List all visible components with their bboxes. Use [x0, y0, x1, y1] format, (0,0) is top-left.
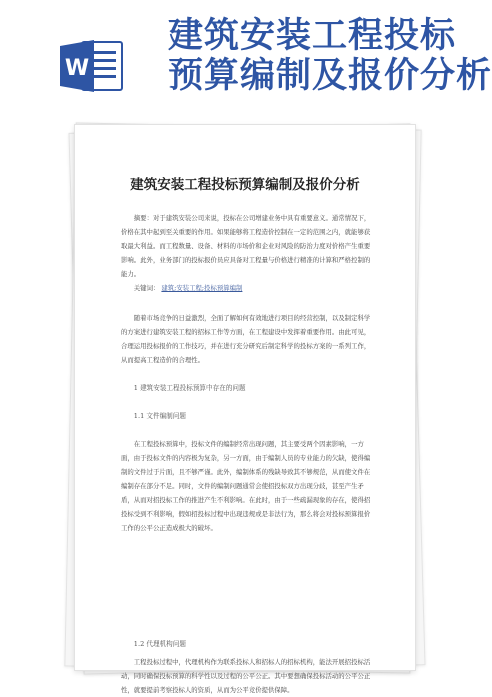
banner-title-line1: 建筑安装工程投标: [168, 16, 457, 56]
document-page: [74, 124, 416, 694]
banner-title: [168, 16, 492, 96]
word-doc-icon: [60, 40, 124, 92]
intro-paragraph: 随着市场竞争的日益激烈，全面了解如何有效地进行项目的经营控制，以及制定科学的方案进行建筑安装工程的招标工作等方面，在工程建设中发挥着重要作用。由此可见，合理运用投标报价的工作技巧，并在进行充分研究后制定科学的投标方案的一系列工作，从而提高工程造价的合理性。: [121, 314, 371, 364]
header-banner: [0, 0, 492, 108]
section-heading-1: 1 建筑安装工程投标预算中存在的问题: [133, 384, 246, 392]
keywords-value: 建筑;安装工程;投标预算编制: [161, 284, 243, 292]
banner-title-line2: 预算编制及报价分析: [168, 56, 492, 96]
keywords-line: [121, 281, 375, 295]
abstract-paragraph: 摘要：对于建筑安装公司来说，投标在公司增建业务中具有重要意义。通常情况下，价格在其中起到至关重要的作用。如果能够将工程造价控制在一定的范围之内，就能够获取最大利益。而工程数量、设备、材料的市场价和企业对风险的防治力度对价格产生重要影响。此外，业务部门的投标报价员应具备对工程量与价格进行精准的计算和严格控制的能力。: [121, 214, 371, 278]
body-paragraph-1-2: 工程投标过程中，代理机构作为联系投标人和招标人的招标机构，能法开展招投标活动，同时确保投标预算的科学性以及过程的公平公正。其中要想确保投标活动的公平公正性，就要提前考察投标人的资质，从而为公平竞价提供保障。: [121, 658, 371, 694]
section-heading-1-1: 1.1 文件编制问题: [133, 412, 186, 420]
document-title: 建筑安装工程投标预算编制及报价分析: [130, 177, 360, 193]
keywords-label: 关键词：: [133, 284, 160, 292]
svg-text:W: W: [64, 56, 90, 81]
section-heading-1-2: 1.2 代理机构问题: [133, 640, 186, 648]
body-paragraph-1-1: 在工程投标预算中，投标文件的编制经常出现问题，其主要受两个因素影响，一方面，由于投标文件的内容极为复杂，另一方面，由于编制人员的专业能力的欠缺，使得编制的文件过于片面，且不够严谨。此外，编制体系的残缺导致其不够规范，从而使文件在编制存在部分不足。同时，文件的编制问题通常会使招投标双方出现分歧，甚至产生矛盾，从而对招投标工作的推进产生不利影响。在此时，由于一些疏漏现象的存在，使得招投标受到不利影响，假如招投标过程中出现违规或是非法行为，那么将会对投标预算报价工作的公平公正造成极大的破坏。: [121, 440, 371, 532]
